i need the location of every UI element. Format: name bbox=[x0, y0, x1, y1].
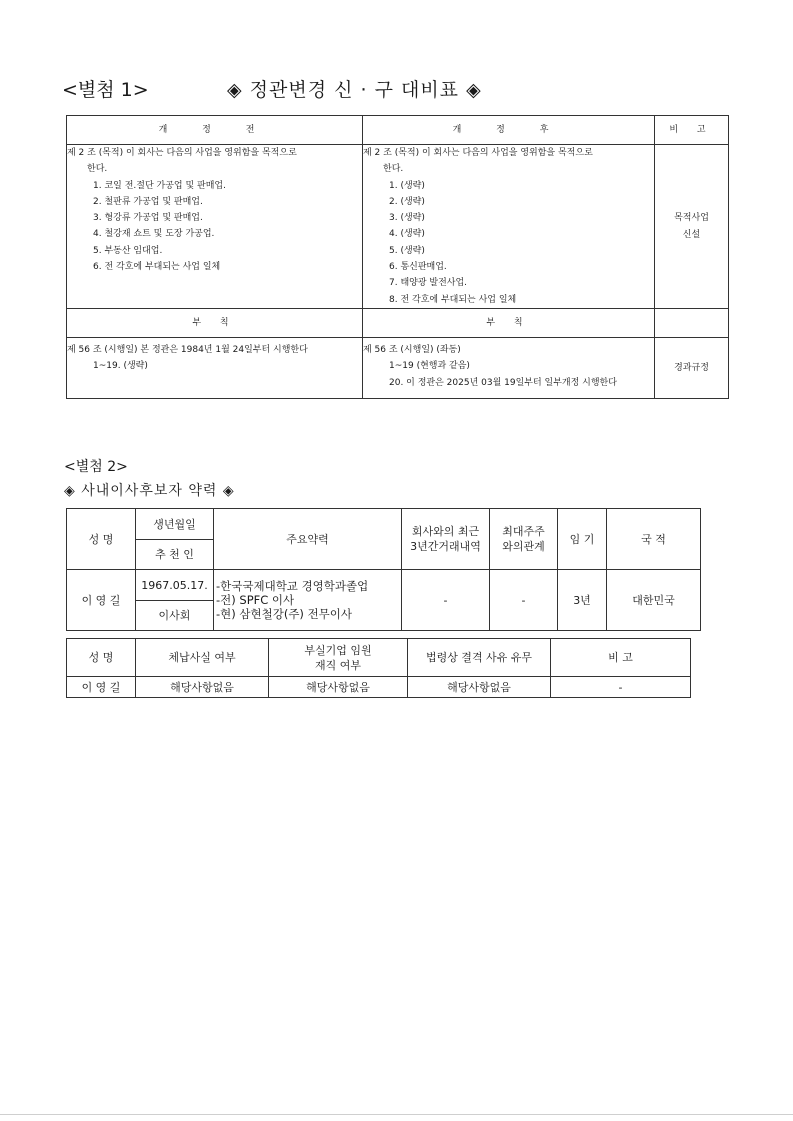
addenda-after-cell bbox=[363, 338, 655, 399]
h-transactions bbox=[402, 509, 490, 570]
purpose-after-cell bbox=[363, 145, 655, 309]
h-transactions-line2: 3년간거래내역 bbox=[410, 540, 481, 553]
text-line: 한다. bbox=[383, 164, 404, 175]
col-header-remark: 비 고 bbox=[655, 116, 729, 145]
h-remark: 비 고 bbox=[551, 639, 691, 677]
h-insolvent-line2: 재직 여부 bbox=[314, 658, 361, 672]
col-header-before: 개 정 전 bbox=[67, 116, 363, 145]
candidate-birth: 1967.05.17. bbox=[136, 570, 214, 601]
h-transactions-line1: 회사와의 최근 bbox=[411, 525, 480, 538]
candidate-insolvent: 해당사항없음 bbox=[269, 677, 408, 698]
h-term: 임 기 bbox=[558, 509, 607, 570]
list-item: 3. 형강류 가공업 및 판매업. bbox=[93, 213, 203, 224]
h-name: 성 명 bbox=[67, 639, 136, 677]
list-item: 1~19 (현행과 같음) bbox=[389, 361, 470, 372]
col-header-after: 개 정 후 bbox=[363, 116, 655, 145]
h-recommender: 추 천 인 bbox=[136, 540, 214, 570]
addenda-header-after: 부 칙 bbox=[363, 309, 655, 338]
attachment2-label: <별첨 2> bbox=[64, 459, 128, 475]
candidate-name: 이 영 길 bbox=[67, 677, 136, 698]
list-item: 1. (생략) bbox=[389, 180, 425, 191]
h-birth: 생년월일 bbox=[136, 509, 214, 540]
candidate-shareholder-relation: - bbox=[490, 570, 558, 631]
list-item: 4. (생략) bbox=[389, 229, 425, 240]
candidate-nationality: 대한민국 bbox=[607, 570, 701, 631]
h-shareholder-line2: 와의관계 bbox=[502, 540, 545, 553]
list-item: 1~19. (생략) bbox=[93, 361, 148, 372]
purpose-remark-cell bbox=[655, 145, 729, 309]
list-item: 7. 태양광 발전사업. bbox=[389, 278, 468, 289]
candidate-career-table bbox=[66, 508, 701, 631]
list-item: 2. 철판류 가공업 및 판매업. bbox=[93, 196, 203, 207]
h-disqualification: 법령상 결격 사유 유무 bbox=[408, 639, 551, 677]
text-line: 제 2 조 (목적) 이 회사는 다음의 사업을 영위함을 목적으로 bbox=[363, 148, 593, 158]
addenda-remark-cell: 경과규정 bbox=[655, 338, 729, 399]
list-item: 2. (생략) bbox=[389, 196, 425, 207]
list-item: 5. 부동산 임대업. bbox=[93, 245, 163, 256]
attachment1-title: ◈ 정관변경 신 · 구 대비표 ◈ bbox=[227, 79, 482, 101]
list-item: 20. 이 정관은 2025년 03월 19일부터 일부개정 시행한다 bbox=[389, 377, 617, 388]
h-shareholder bbox=[490, 509, 558, 570]
h-name: 성 명 bbox=[67, 509, 136, 570]
h-insolvent bbox=[269, 639, 408, 677]
h-tax: 체납사실 여부 bbox=[136, 639, 269, 677]
list-item: 5. (생략) bbox=[389, 245, 425, 256]
purpose-before-cell bbox=[67, 145, 363, 309]
list-item: 8. 전 각호에 부대되는 사업 일체 bbox=[389, 294, 517, 305]
attachment1-label: <별첨 1> bbox=[62, 79, 149, 101]
candidate-recommender: 이사회 bbox=[136, 601, 214, 631]
articles-comparison-table bbox=[66, 115, 729, 399]
h-insolvent-line1: 부실기업 임원 bbox=[304, 643, 372, 657]
text-line: 제 2 조 (목적) 이 회사는 다음의 사업을 영위함을 목적으로 bbox=[67, 148, 297, 158]
candidate-tax: 해당사항없음 bbox=[136, 677, 269, 698]
candidate-eligibility-table bbox=[66, 638, 691, 698]
candidate-career bbox=[214, 570, 402, 631]
candidate-name: 이 영 길 bbox=[67, 570, 136, 631]
list-item: 6. 전 각호에 부대되는 사업 일체 bbox=[93, 262, 221, 273]
h-nationality: 국 적 bbox=[607, 509, 701, 570]
list-item: 3. (생략) bbox=[389, 213, 425, 224]
career-line: -전) SPFC 이사 bbox=[216, 593, 295, 607]
candidate-remark: - bbox=[551, 677, 691, 698]
candidate-term: 3년 bbox=[558, 570, 607, 631]
candidate-transactions: - bbox=[402, 570, 490, 631]
addenda-before-cell bbox=[67, 338, 363, 399]
candidate-disqualification: 해당사항없음 bbox=[408, 677, 551, 698]
career-line: -현) 삼현철강(주) 전무이사 bbox=[216, 607, 353, 621]
text-line: 한다. bbox=[87, 164, 108, 175]
list-item: 4. 철강재 쇼트 및 도장 가공업. bbox=[93, 229, 215, 240]
text-line: 제 56 조 (시행일) (좌동) bbox=[363, 345, 461, 355]
career-line: -한국국제대학교 경영학과졸업 bbox=[216, 579, 369, 593]
h-shareholder-line1: 최대주주 bbox=[502, 525, 545, 538]
attachment2-title: ◈ 사내이사후보자 약력 ◈ bbox=[64, 483, 235, 499]
list-item: 6. 통신판매업. bbox=[389, 262, 447, 273]
remark-line: 신설 bbox=[682, 229, 701, 240]
attachment1-heading bbox=[62, 75, 482, 102]
h-career: 주요약력 bbox=[214, 509, 402, 570]
page-bottom-line bbox=[0, 1114, 793, 1115]
list-item: 1. 코일 전.절단 가공업 및 판매업. bbox=[93, 180, 226, 191]
text-line: 제 56 조 (시행일) 본 정관은 1984년 1월 24일부터 시행한다 bbox=[67, 345, 308, 355]
remark-line: 목적사업 bbox=[674, 213, 709, 224]
addenda-header-remark bbox=[655, 309, 729, 338]
addenda-header-before: 부 칙 bbox=[67, 309, 363, 338]
